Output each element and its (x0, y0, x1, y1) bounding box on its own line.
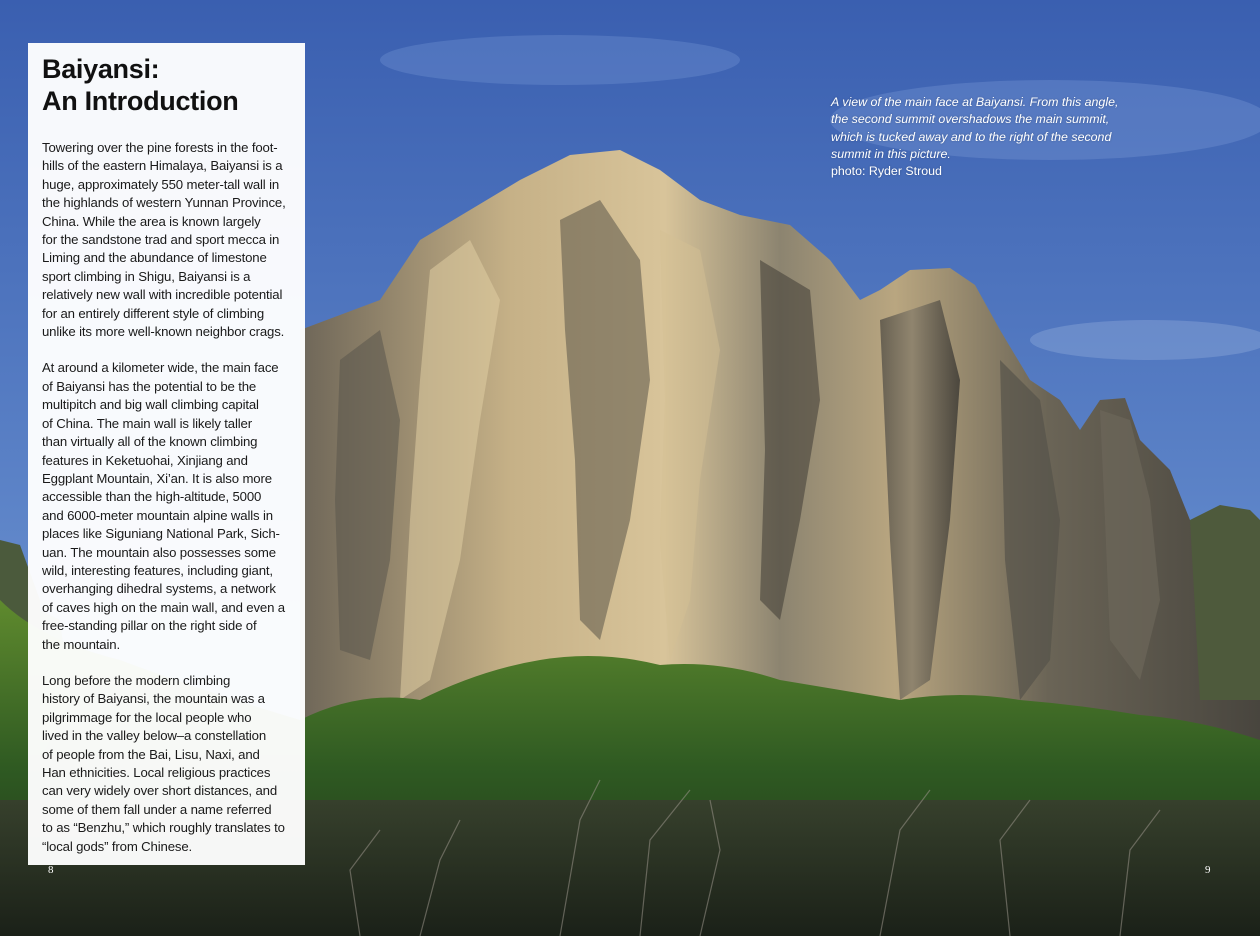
photo-caption-description: A view of the main face at Baiyansi. From this angle, the second summit overshadows the main summit, which is tucked away and to the right of the second summit in this picture. (831, 95, 1119, 161)
article-paragraph-3: Long before the modern climbing history of Baiyansi, the mountain was a pilgrimmage for the local people who lived in the valley below–a constellation of people from the Bai, Lisu, Naxi, and Han ethnicities. Local religious practices can very widely over short distances, and some of them fall under a name referred to as “Benzhu,” which roughly translates to “local gods” from Chinese. (42, 672, 285, 854)
article-body (42, 139, 291, 856)
article-paragraph-2: At around a kilometer wide, the main face of Baiyansi has the potential to be the multipitch and big wall climbing capital of China. The main wall is likely taller than virtually all of the known climbing features in Keketuohai, Xinjiang and Eggplant Mountain, Xi’an. It is also more accessible than the high-altitude, 5000 and 6000-meter mountain alpine walls in places like Siguniang National Park, Sich- uan. The mountain also possesses some wild, interesting features, including giant, overhanging dihedral systems, a network of caves high on the main wall, and even a free-standing pillar on the right side of the mountain. (42, 360, 285, 652)
article-title-line-1: Baiyansi: (42, 54, 160, 84)
article-title (42, 53, 291, 117)
article-paragraph-1: Towering over the pine forests in the foot- hills of the eastern Himalaya, Baiyansi is a huge, approximately 550 meter-tall wall in the highlands of western Yunnan Province, China. While the area is known largely for the sandstone trad and sport mecca in Liming and the abundance of limestone sport climbing in Shigu, Baiyansi is a relatively new wall with incredible potential for an entirely different style of climbing unlike its more well-known neighbor crags. (42, 140, 286, 340)
article-panel (28, 43, 305, 865)
photo-credit: photo: Ryder Stroud (831, 164, 942, 179)
page-number-right: 9 (1205, 864, 1211, 876)
page-number-left: 8 (48, 864, 54, 876)
photo-caption (831, 94, 1121, 180)
article-title-line-2: An Introduction (42, 86, 239, 116)
